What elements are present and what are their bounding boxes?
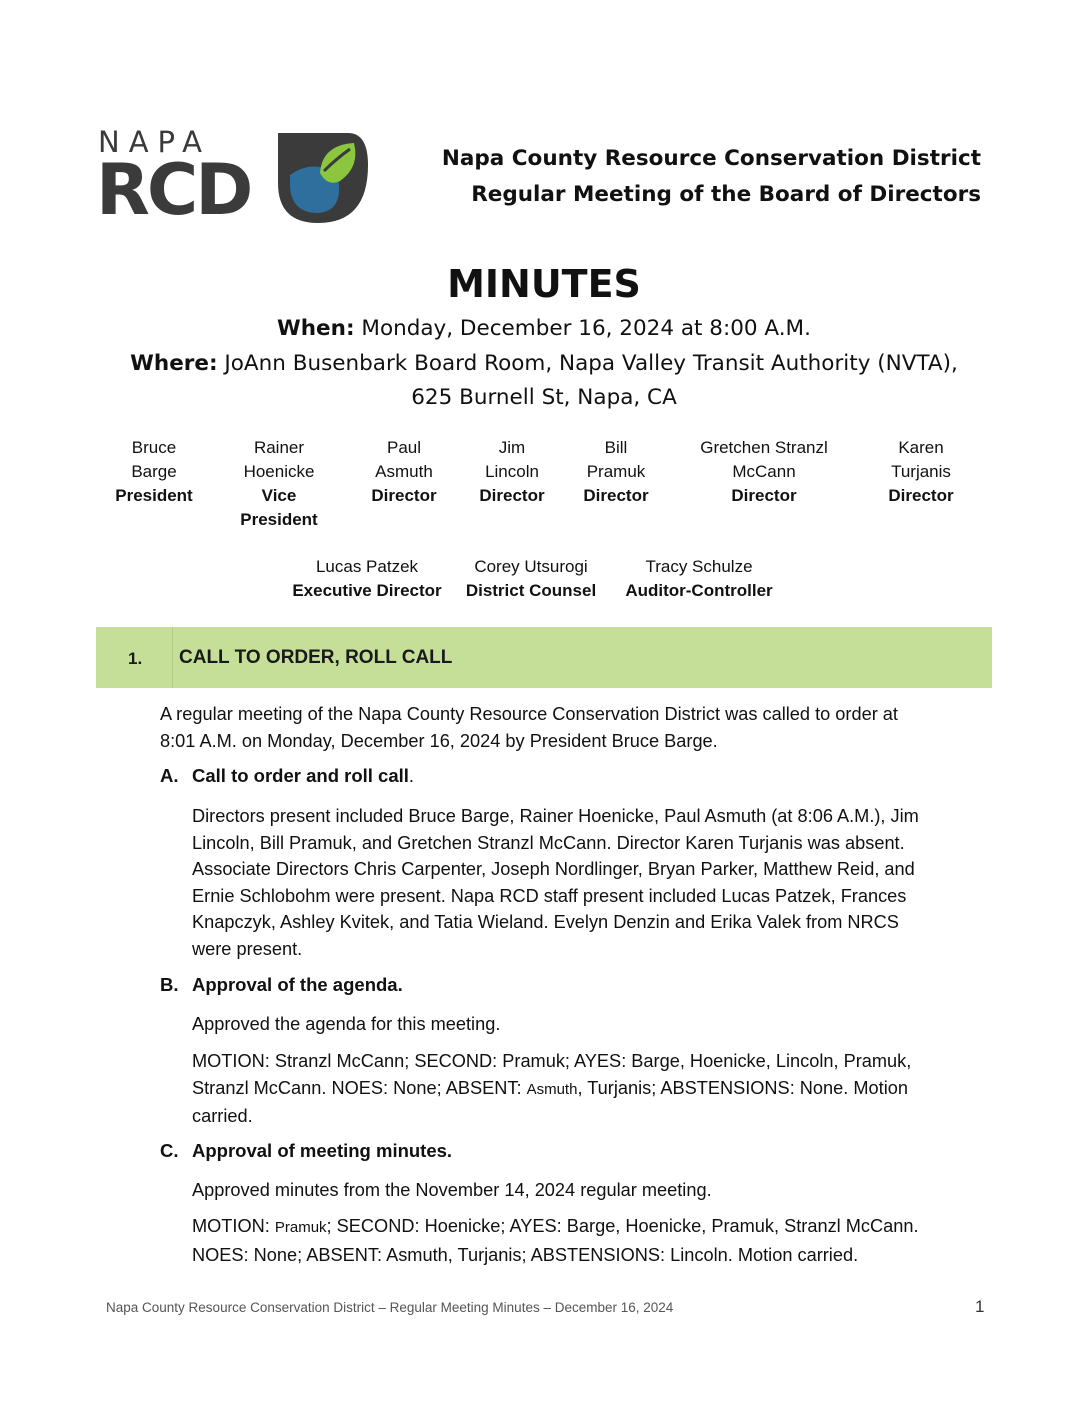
intro-paragraph [160,701,898,754]
member-role: President [115,486,193,505]
subsection-b-text: Approved the agenda for this meeting. [192,1014,501,1034]
board-member [566,436,666,508]
staff-role: District Counsel [465,581,597,600]
staff-member [282,555,452,603]
board-member [462,436,562,508]
member-last-name: Barge [131,462,177,481]
subsection-a-letter: A. [160,765,179,786]
motion-line: MOTION: Stranzl McCann; SECOND: Pramuk; AYES: Barge, Hoenicke, Lincoln, Pramuk, [192,1051,912,1071]
subsection-c-text: Approved minutes from the November 14, 2024 regular meeting. [192,1180,712,1200]
page-footer: Napa County Resource Conservation District – Regular Meeting Minutes – December 16, 2024 [106,1300,674,1315]
member-first-name: Rainer [253,438,305,457]
meeting-where [0,351,1088,376]
staff-name: Lucas Patzek [315,557,419,576]
when-value: Monday, December 16, 2024 at 8:00 A.M. [361,316,811,341]
member-last-name: Turjanis [891,462,951,481]
board-member [871,436,971,508]
motion-text: , Turjanis; ABSTENSIONS: None. Motion [577,1077,908,1098]
board-member [104,436,204,508]
member-last-name: Hoenicke [243,462,315,481]
subsection-a-heading-text: Call to order and roll call [192,765,409,786]
meeting-address: 625 Burnell St, Napa, CA [411,385,677,410]
subsection-a-heading [192,765,414,787]
subsection-c-letter: C. [160,1140,179,1161]
member-role: Vice [261,486,297,505]
member-first-name: Bill [604,438,628,457]
subsection-b-motion [192,1048,911,1130]
member-last-name: Asmuth [375,462,433,481]
member-first-name: Jim [498,438,526,457]
motion-text: Stranzl McCann. NOES: None; ABSENT: [192,1077,527,1098]
staff-member [614,555,784,603]
member-last-name: McCann [732,462,796,481]
motion-line [192,1075,911,1104]
section-divider [172,627,173,688]
where-value: JoAnn Busenbark Board Room, Napa Valley Transit Authority (NVTA), [224,351,958,376]
motion-line: NOES: None; ABSENT: Asmuth, Turjanis; ABSTENSIONS: Lincoln. Motion carried. [192,1244,859,1265]
subsection-b-letter: B. [160,974,179,995]
body-line: Knapczyk, Ashley Kvitek, and Tatia Wieland. Evelyn Denzin and Erika Valek from NRCS [192,912,899,932]
member-role: Director [479,486,545,505]
member-first-name: Paul [386,438,422,457]
motion-text: MOTION: [192,1216,275,1236]
subsection-a-body [192,803,919,962]
staff-role: Auditor-Controller [625,581,773,600]
body-line: Associate Directors Chris Carpenter, Joseph Nordlinger, Bryan Parker, Matthew Reid, and [192,859,915,879]
member-first-name: Karen [898,438,944,457]
motion-line [192,1213,919,1242]
member-last-name: Pramuk [586,462,646,481]
member-role: Director [371,486,437,505]
staff-member [460,555,602,603]
member-first-name: Bruce [131,438,177,457]
page-title: MINUTES [447,262,641,306]
member-role: Director [583,486,649,505]
section-header-bar [96,627,992,688]
motion-text: ; SECOND: Hoenicke; AYES: Barge, Hoenicke, Pramuk, Stranzl McCann. [326,1216,919,1236]
body-line: Ernie Schlobohm were present. Napa RCD staff present included Lucas Patzek, Frances [192,885,907,906]
leaf-drop-icon [274,127,370,225]
motion-line: carried. [192,1106,253,1126]
member-role-cont: President [240,510,318,529]
member-last-name: Lincoln [485,462,539,481]
subsection-b-heading: Approval of the agenda. [192,974,403,995]
header-meeting-type: Regular Meeting of the Board of Directors [471,182,981,207]
body-line: Lincoln, Bill Pramuk, and Gretchen Stranzl McCann. Director Karen Turjanis was absent. [192,832,905,853]
intro-line: A regular meeting of the Napa County Resource Conservation District was called to order at [160,704,898,724]
staff-name: Tracy Schulze [645,557,753,576]
member-first-name: Gretchen Stranzl [700,438,828,457]
member-role: Director [731,486,797,505]
subsection-c-heading: Approval of meeting minutes. [192,1140,453,1161]
subsection-c-motion [192,1213,919,1268]
motion-name-small: Asmuth [526,1080,578,1098]
board-member [354,436,454,508]
section-number: 1. [128,649,143,668]
intro-line: 8:01 A.M. on Monday, December 16, 2024 by President Bruce Barge. [160,730,718,751]
subsection-a-heading-period: . [408,765,415,786]
logo-rcd-text: RCD [96,149,251,231]
logo-napa-text: NAPA [98,125,212,159]
body-line: Directors present included Bruce Barge, Rainer Hoenicke, Paul Asmuth (at 8:06 A.M.), Jim [192,806,919,826]
board-member [229,436,329,532]
page-number: 1 [975,1297,985,1316]
header-org-name: Napa County Resource Conservation District [441,146,981,171]
meeting-when [0,316,1088,341]
body-line: were present. [192,938,303,959]
staff-role: Executive Director [292,581,442,600]
when-label: When: [277,316,355,341]
board-member [679,436,849,508]
where-label: Where: [130,351,218,376]
section-title: CALL TO ORDER, ROLL CALL [179,647,453,668]
staff-name: Corey Utsurogi [474,557,588,576]
member-role: Director [888,486,954,505]
motion-name-small: Pramuk [274,1219,327,1236]
napa-rcd-logo [96,125,371,231]
